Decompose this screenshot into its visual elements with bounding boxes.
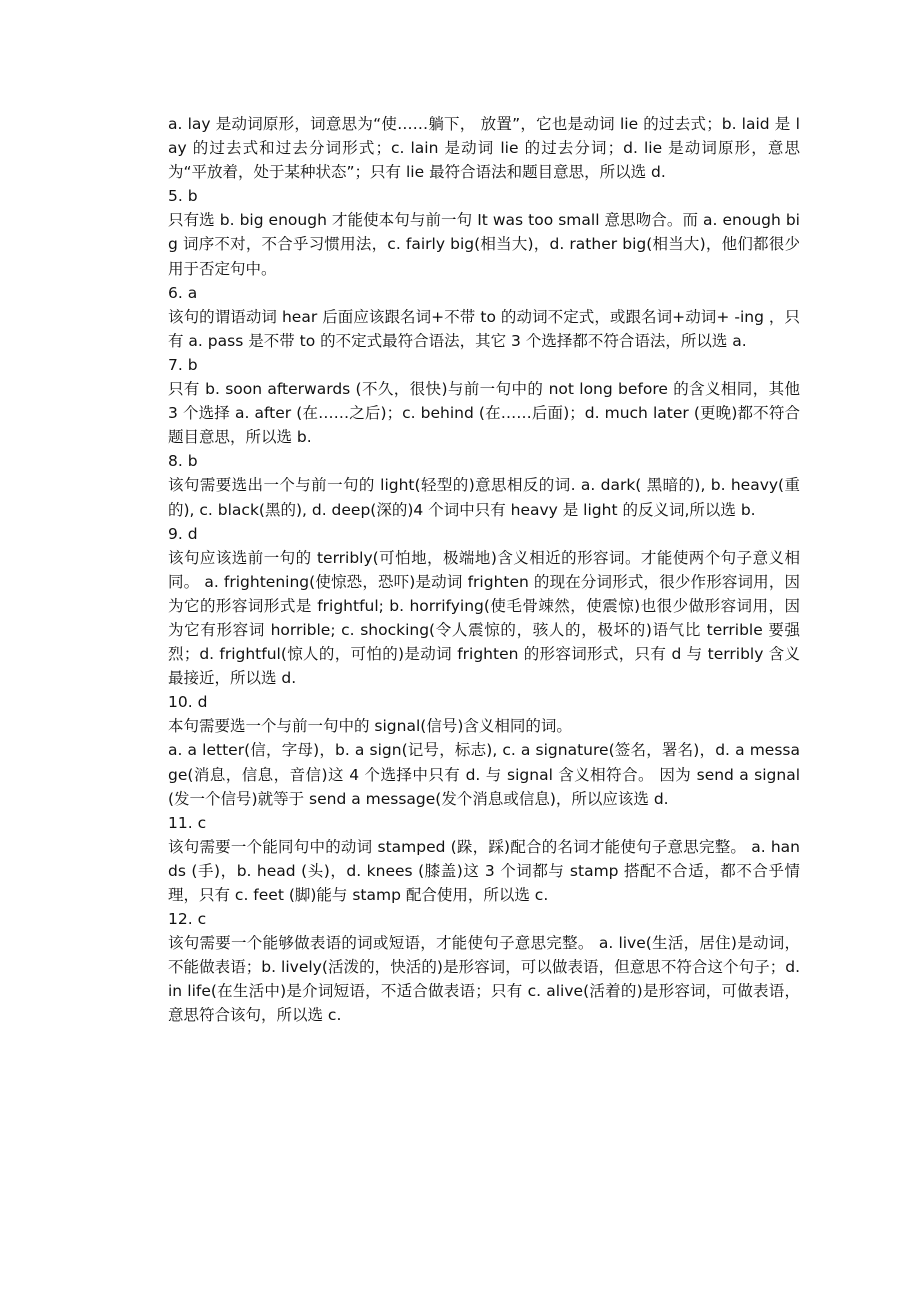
document-body <box>168 112 800 1028</box>
answer-8-explanation: 该句需要选出一个与前一句的 light(轻型的)意思相反的词. a. dark( 黑暗的), b. heavy(重的), c. black(黑的), d. deep(深的)4 个词中只有 heavy 是 light 的反义词,所以选 b. <box>168 476 800 519</box>
answer-12-explanation: 该句需要一个能够做表语的词或短语，才能使句子意思完整。 a. live(生活，居住)是动词，不能做表语；b. lively(活泼的，快活的)是形容词，可以做表语，但意思不符合这个句子；d. in life(在生活中)是介词短语，不适合做表语；只有 c. alive(活着的)是形容词，可做表语，意思符合该句，所以选 c. <box>168 934 800 1025</box>
answer-10-number: 10. d <box>168 693 208 712</box>
answer-5-number: 5. b <box>168 187 198 206</box>
answer-7-number: 7. b <box>168 355 198 374</box>
answer-9-number: 9. d <box>168 524 198 543</box>
answer-4-explanation: a. lay 是动词原形，词意思为“使……躺下， 放置”，它也是动词 lie 的过去式；b. laid 是 lay 的过去式和过去分词形式；c. lain 是动词 lie 的过去分词；d. lie 是动词原形，意思为“平放着，处于某种状态”；只有 lie 最符合语法和题目意思，所以选 d. <box>168 115 800 182</box>
answer-10-explanation-options: a. a letter(信，字母)，b. a sign(记号，标志), c. a signature(签名，署名)，d. a message(消息，信息，音信)这 4 个选择中只有 d. 与 signal 含义相符合。 因为 send a signal(发一个信号)就等于 send a message(发个消息或信息)，所以应该选 d. <box>168 741 800 808</box>
answer-11-explanation: 该句需要一个能同句中的动词 stamped (跺，踩)配合的名词才能使句子意思完整。 a. hands (手)，b. head (头)，d. knees (膝盖)这 3 个词都与 stamp 搭配不合适，都不合乎情理，只有 c. feet (脚)能与 stamp 配合使用，所以选 c. <box>168 837 800 904</box>
answer-7-explanation: 只有 b. soon afterwards (不久，很快)与前一句中的 not long before 的含义相同，其他 3 个选择 a. after (在……之后)；c. behind (在……后面)；d. much later (更晚)都不符合题目意思，所以选 b. <box>168 380 800 447</box>
answer-8-number: 8. b <box>168 452 198 471</box>
answer-6-explanation: 该句的谓语动词 hear 后面应该跟名词+不带 to 的动词不定式，或跟名词+动词+ -ing ，只有 a. pass 是不带 to 的不定式最符合语法，其它 3 个选择都不符合语法，所以选 a. <box>168 307 800 350</box>
answer-11-number: 11. c <box>168 813 207 832</box>
answer-9-explanation: 该句应该选前一句的 terribly(可怕地，极端地)含义相近的形容词。才能使两个句子意义相同。 a. frightening(使惊恐，恐吓)是动词 frighten 的现在分词形式，很少作形容词用，因为它的形容词形式是 frightful; b. horrifying(使毛骨竦然，使震惊)也很少做形容词用，因为它有形容词 horrible; c. shocking(令人震惊的，骇人的，极坏的)语气比 terrible 要强烈；d. frightful(惊人的，可怕的)是动词 frighten 的形容词形式，只有 d 与 terribly 含义最接近，所以选 d. <box>168 548 800 688</box>
answer-6-number: 6. a <box>168 283 198 302</box>
answer-5-explanation: 只有选 b. big enough 才能使本句与前一句 It was too small 意思吻合。而 a. enough big 词序不对，不合乎习惯用法，c. fairly big(相当大)，d. rather big(相当大)，他们都很少用于否定句中。 <box>168 211 800 278</box>
answer-10-explanation: 本句需要选一个与前一句中的 signal(信号)含义相同的词。 <box>168 717 572 736</box>
answer-12-number: 12. c <box>168 910 207 929</box>
